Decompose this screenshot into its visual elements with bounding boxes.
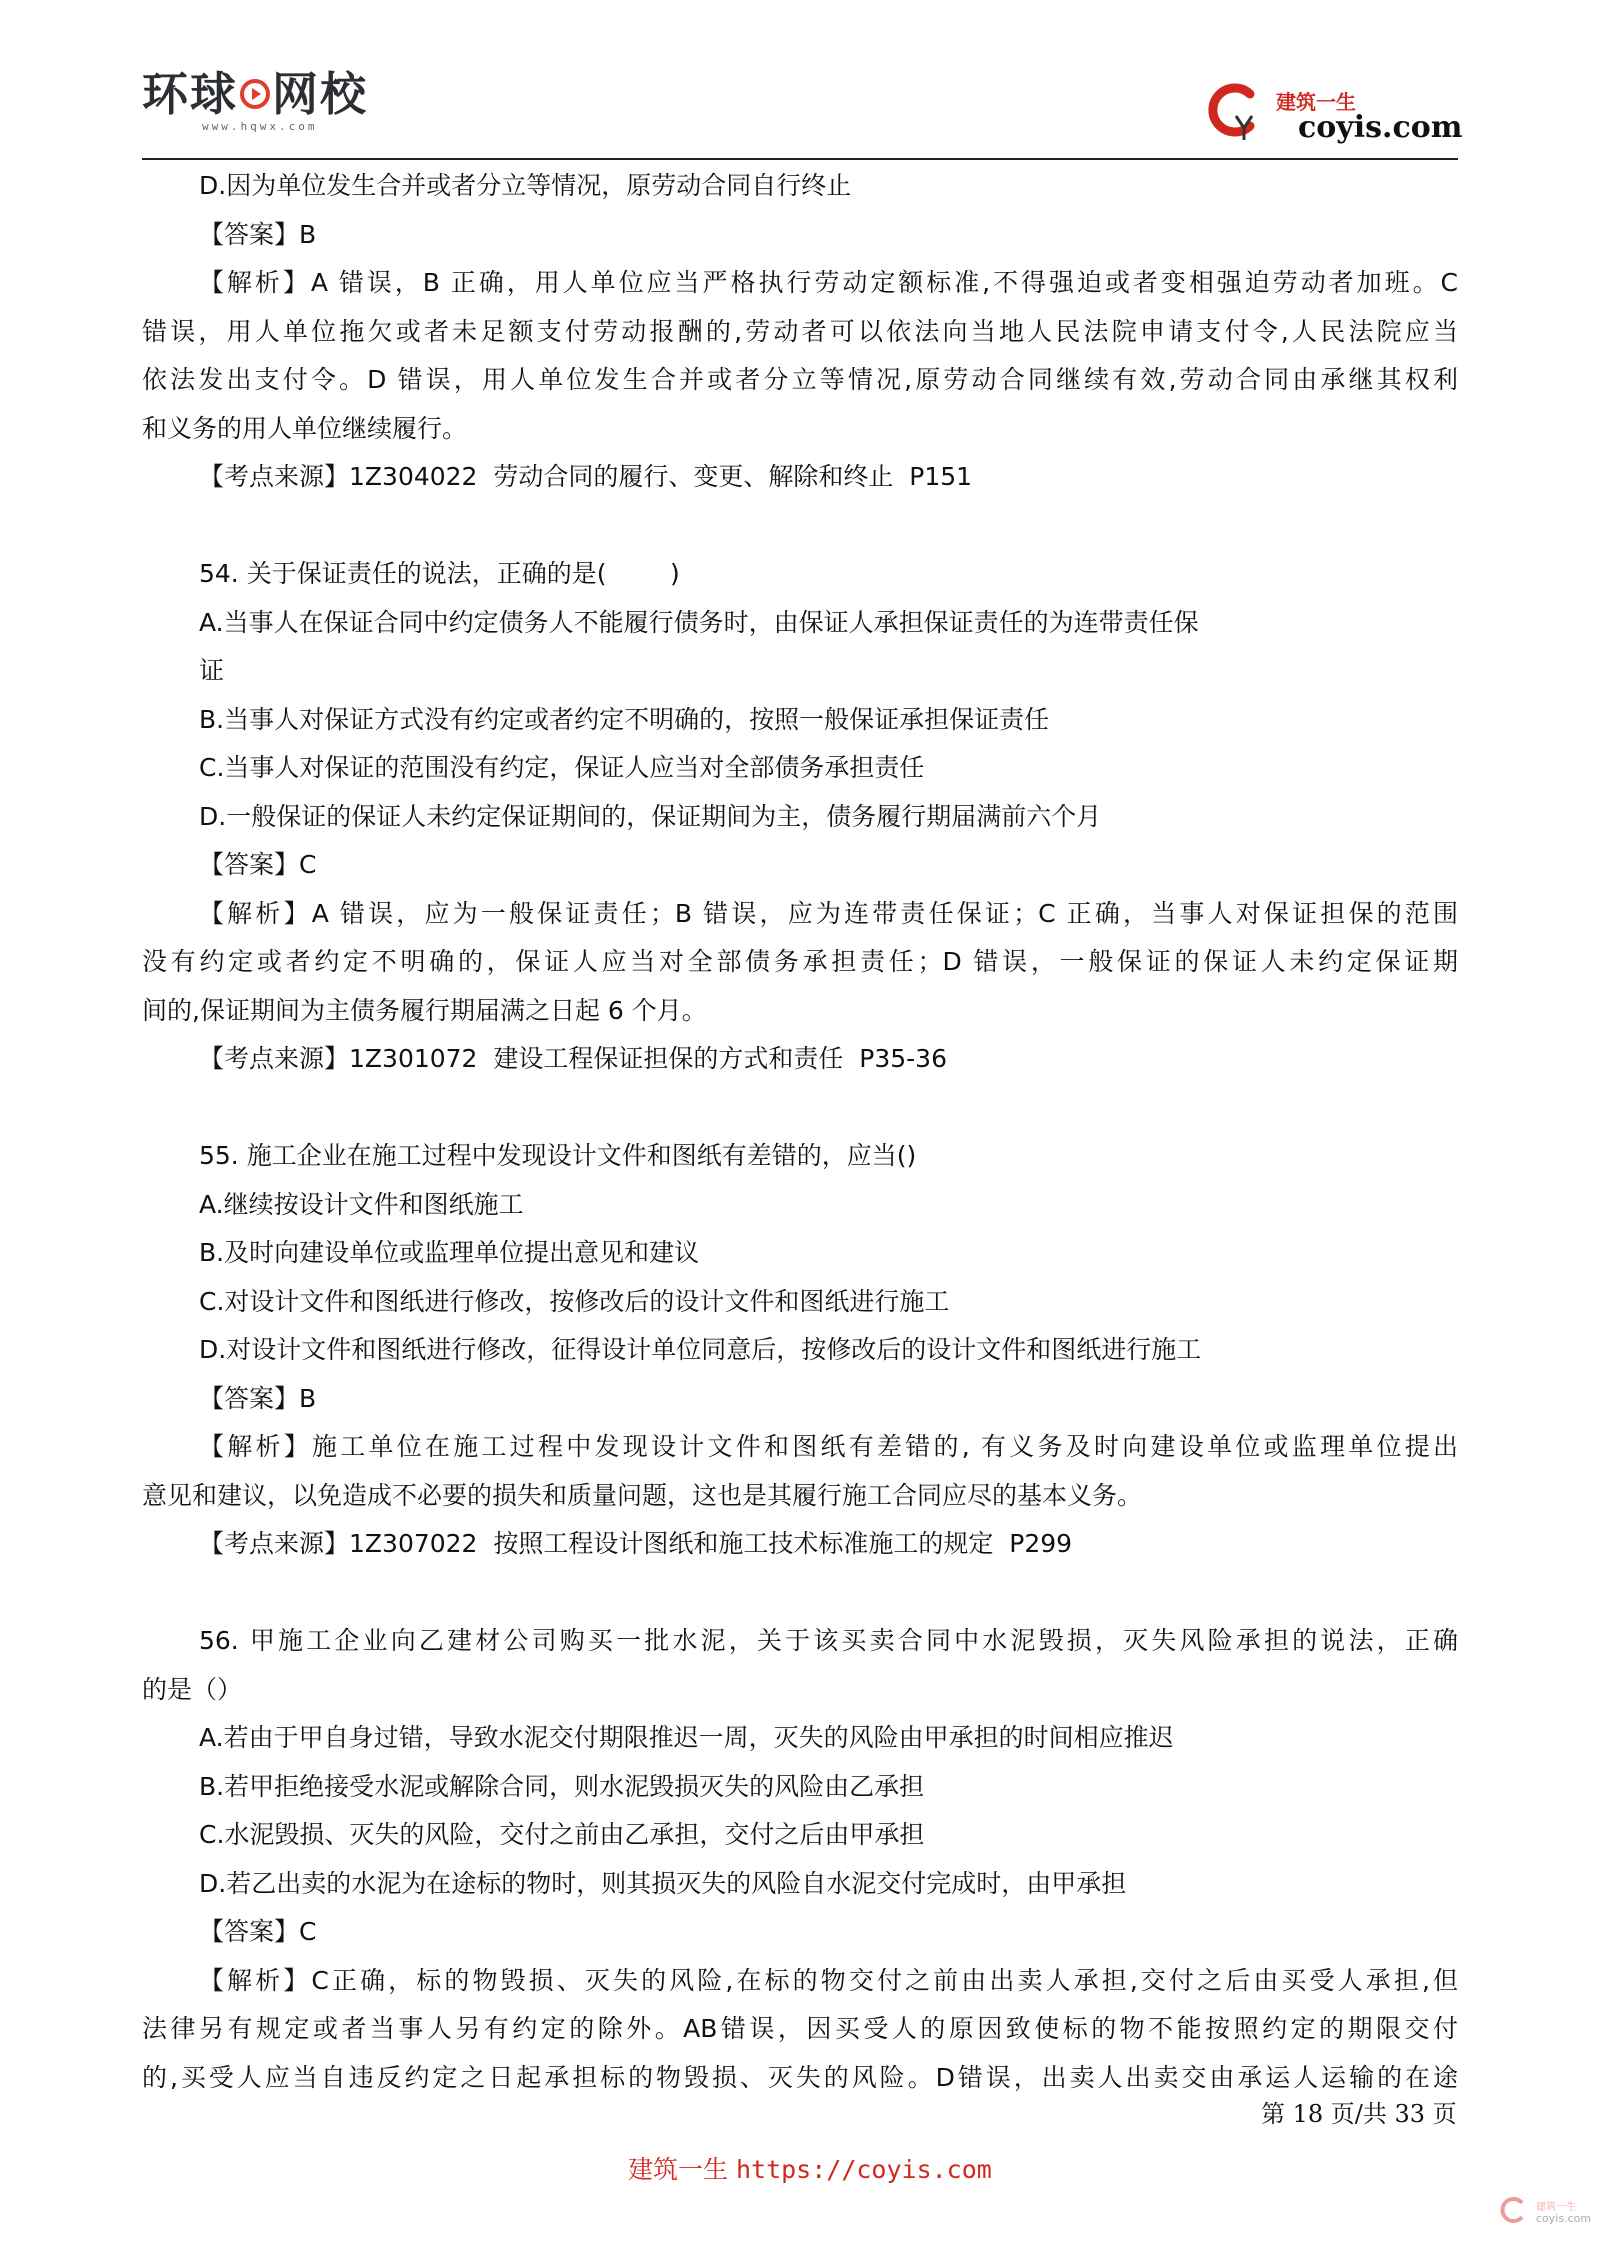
coyis-cn-name: 建筑一生 (1276, 90, 1356, 114)
text-line: D.一般保证的保证人未约定保证期间的，保证期间为主，债务履行期届满前六个月 (199, 801, 1102, 831)
paragraph-spacer (142, 1084, 1458, 1133)
text-line: A.若由于甲自身过错，导致水泥交付期限推迟一周，灭失的风险由甲承担的时间相应推迟 (199, 1723, 1174, 1752)
watermark-c-icon (1500, 2196, 1528, 2224)
text-line: D.因为单位发生合并或者分立等情况，原劳动合同自行终止 (199, 171, 852, 200)
text-line: 【解析】C正确，标的物毁损、灭失的风险,在标的物交付之前由出卖人承担,交付之后由买受人承担,但 (199, 1965, 1458, 1995)
text-line: B.及时向建设单位或监理单位提出意见和建议 (199, 1238, 700, 1267)
logo-text-part1: 环球 (142, 67, 238, 121)
footer-label: 建筑一生 (628, 2155, 729, 2184)
text-line: 没有约定或者约定不明确的，保证人应当对全部债务承担责任；D 错误，一般保证的保证人未约定保证期 (142, 947, 1458, 976)
text-line: 【解析】施工单位在施工过程中发现设计文件和图纸有差错的, 有义务及时向建设单位或监理单位提出 (199, 1432, 1458, 1461)
text-line: 的是（） (142, 1674, 243, 1704)
page-footer (628, 2150, 992, 2186)
document-body (142, 162, 1458, 2102)
text-line: 55. 施工企业在施工过程中发现设计文件和图纸有差错的，应当() (199, 1141, 917, 1170)
hqwx-logo (142, 66, 392, 146)
text-line: 【考点来源】1Z304022 劳动合同的履行、变更、解除和终止 P151 (199, 462, 973, 491)
text-line: 依法发出支付令。D 错误，用人单位发生合并或者分立等情况,原劳动合同继续有效,劳动合同由承继其权利 (142, 365, 1458, 394)
coyis-en-name: coyis.com (1298, 110, 1463, 145)
text-line: D.若乙出卖的水泥为在途标的物时，则其损灭失的风险自水泥交付完成时，由甲承担 (199, 1868, 1127, 1898)
text-line: 【答案】B (199, 219, 317, 249)
text-line: C.对设计文件和图纸进行修改，按修改后的设计文件和图纸进行施工 (199, 1286, 950, 1316)
text-line: B.当事人对保证方式没有约定或者约定不明确的，按照一般保证承担保证责任 (199, 704, 1050, 734)
page-number: 第 18 页/共 33 页 (1261, 2100, 1457, 2128)
text-line: 【解析】A 错误，应为一般保证责任；B 错误，应为连带责任保证；C 正确，当事人对保证担保的范围 (199, 898, 1458, 928)
text-line: 证 (199, 656, 225, 685)
text-line: 【考点来源】1Z301072 建设工程保证担保的方式和责任 P35-36 (199, 1044, 947, 1073)
play-icon (240, 79, 270, 109)
text-line: 【考点来源】1Z307022 按照工程设计图纸和施工技术标准施工的规定 P299 (199, 1529, 1073, 1558)
footer-url[interactable]: https://coyis.com (735, 2155, 992, 2184)
text-line: 的,买受人应当自违反约定之日起承担标的物毁损、灭失的风险。D错误，出卖人出卖交由承运人运输的在途 (142, 2062, 1458, 2092)
text-line: 【答案】C (199, 850, 317, 879)
text-line: 法律另有规定或者当事人另有约定的除外。AB错误，因买受人的原因致使标的物不能按照约定的期限交付 (142, 2014, 1458, 2043)
paragraph-spacer (142, 1569, 1458, 1618)
text-line: A.当事人在保证合同中约定债务人不能履行债务时，由保证人承担保证责任的为连带责任保 (199, 607, 1199, 637)
coyis-logo (1206, 80, 1463, 150)
text-line: 56. 甲施工企业向乙建材公司购买一批水泥，关于该买卖合同中水泥毁损，灭失风险承担的说法，正确 (199, 1626, 1458, 1655)
header-divider (142, 158, 1458, 160)
text-line: B.若甲拒绝接受水泥或解除合同，则水泥毁损灭失的风险由乙承担 (199, 1771, 925, 1801)
text-line: C.水泥毁损、灭失的风险，交付之前由乙承担，交付之后由甲承担 (199, 1820, 925, 1849)
logo-text-part2: 网校 (272, 67, 368, 121)
text-line: C.当事人对保证的范围没有约定，保证人应当对全部债务承担责任 (199, 753, 925, 782)
text-line: 【解析】A 错误，B 正确，用人单位应当严格执行劳动定额标准,不得强迫或者变相强迫劳动者加班。C (199, 268, 1458, 297)
text-line: 【答案】B (199, 1383, 317, 1413)
text-line: 54. 关于保证责任的说法，正确的是( ) (199, 559, 680, 588)
text-line: 错误，用人单位拖欠或者未足额支付劳动报酬的,劳动者可以依法向当地人民法院申请支付令,人民法院应当 (142, 316, 1458, 346)
page-header (0, 0, 1600, 160)
corner-watermark (1500, 2190, 1590, 2238)
text-line: 和义务的用人单位继续履行。 (142, 413, 468, 443)
paragraph-spacer (142, 502, 1458, 551)
logo-url: www.hqwx.com (202, 120, 318, 133)
coyis-c-icon (1206, 80, 1262, 142)
text-line: 【答案】C (199, 1917, 317, 1946)
text-line: D.对设计文件和图纸进行修改，征得设计单位同意后，按修改后的设计文件和图纸进行施工 (199, 1335, 1202, 1364)
text-line: 意见和建议，以免造成不必要的损失和质量问题，这也是其履行施工合同应尽的基本义务。 (142, 1480, 1143, 1510)
text-line: 间的,保证期间为主债务履行期届满之日起 6 个月。 (142, 995, 707, 1025)
watermark-cn: 建筑一生 (1536, 2202, 1576, 2213)
text-line: A.继续按设计文件和图纸施工 (199, 1189, 524, 1219)
watermark-en: coyis.com (1536, 2212, 1592, 2225)
